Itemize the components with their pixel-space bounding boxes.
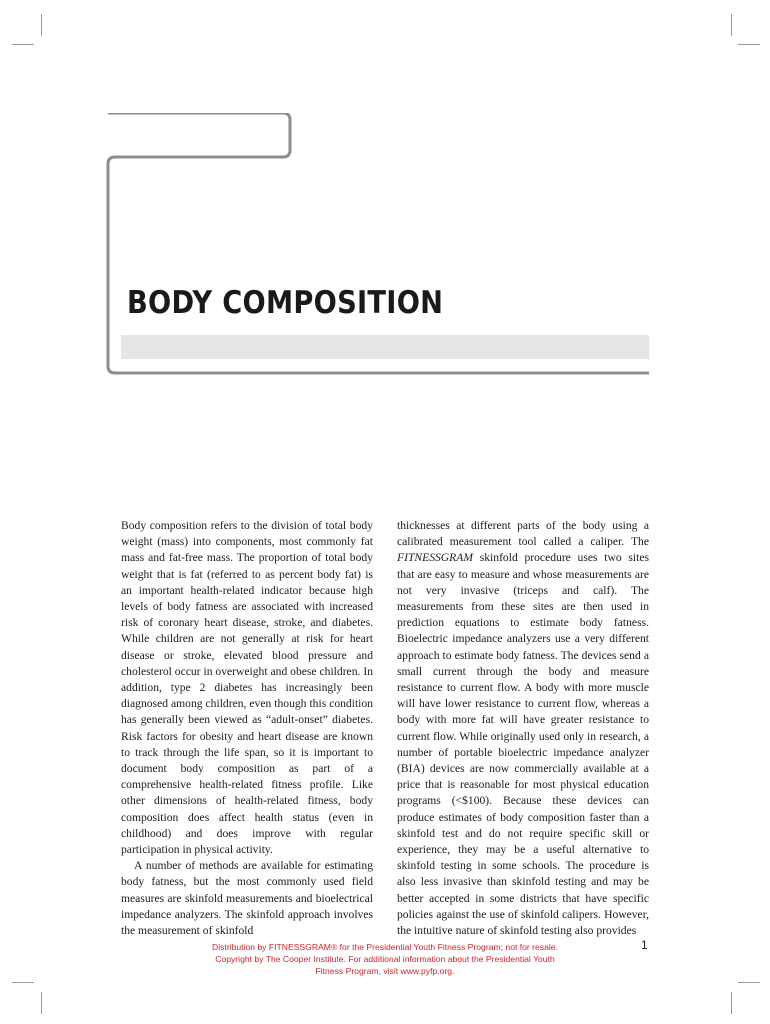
crop-mark-top-left-horizontal	[12, 44, 34, 45]
crop-mark-bottom-left-horizontal	[12, 982, 34, 983]
chapter-title: BODY COMPOSITION	[127, 285, 444, 321]
paragraph-continued	[397, 518, 649, 939]
footer-line-1: Distribution by FITNESSGRAM® for the Presidential Youth Fitness Program; not for resale.	[212, 942, 558, 952]
title-underline-bar	[121, 335, 649, 359]
crop-mark-top-right-horizontal	[738, 44, 760, 45]
right-column	[397, 518, 649, 939]
crop-mark-bottom-right-horizontal	[738, 982, 760, 983]
footer-line-2: Copyright by The Cooper Institute. For additional information about the Presidential Youth	[215, 954, 555, 965]
crop-mark-bottom-right-vertical	[731, 992, 732, 1014]
crop-mark-top-left-vertical	[41, 14, 42, 36]
distribution-notice	[195, 941, 575, 978]
emphasis-fitnessgram: FITNESSGRAM	[397, 551, 473, 565]
text-run-after-emphasis: skinfold procedure uses two sites that are easy to measure and whose measurements are not very invasive (triceps and calf). The measurements from these sites are then used in prediction equations to estimate body fatness. Bioelectric impedance analyzers use a very different approach to estimate body fatness. The devices send a small current through the body and measure resistance to current flow. A body with more muscle will have lower resistance to current flow, whereas a body with more fat will have greater resistance to current flow. While originally used only in research, a number of portable bioelectric impedance analyzer (BIA) devices are now commercially available at a price that is reasonable for most physical education programs (<$100). Because these devices can produce estimates of body composition faster than a skinfold test and do not require specific skill or experience, they may be a useful alternative to skinfold testing in some schools. The procedure is also less invasive than skinfold testing and may be better accepted in some districts that have specific policies against the use of skinfold calipers. However, the intuitive nature of skinfold testing also provides	[397, 551, 649, 938]
paragraph-body-composition-intro: Body composition refers to the division of total body weight (mass) into components, most commonly fat mass and fat-free mass. The proportion of total body weight that is fat (referred to as percent body fat) is an important health-related indicator because high levels of body fatness are associated with increased risk of coronary heart disease, stroke, and diabetes. While children are not generally at risk for heart disease or stroke, elevated blood pressure and cholesterol occur in overweight and obese children. In addition, type 2 diabetes has increasingly been diagnosed among children, even though this condition has generally been viewed as “adult-onset” diabetes. Risk factors for obesity and heart disease are known to track through the life span, so it is important to document body composition as part of a comprehensive health-related fitness profile. Like other dimensions of health-related fitness, body composition does affect health status (even in childhood) and does improve with regular participation in physical activity.	[121, 519, 373, 857]
paragraph-methods: A number of methods are available for estimating body fatness, but the most commonly used field measures are skinfold measurements and bioelectrical impedance analyzers. The skinfold approach involves the measurement of skinfold	[121, 859, 373, 938]
crop-mark-top-right-vertical	[731, 14, 732, 36]
text-run-before-emphasis: thicknesses at different parts of the body using a calibrated measurement tool called a caliper. The	[397, 519, 649, 549]
crop-mark-bottom-left-vertical	[41, 992, 42, 1014]
left-column	[121, 518, 373, 939]
page-number: 1	[641, 938, 648, 952]
footer-line-3: Fitness Program, visit www.pyfp.org.	[315, 966, 455, 977]
